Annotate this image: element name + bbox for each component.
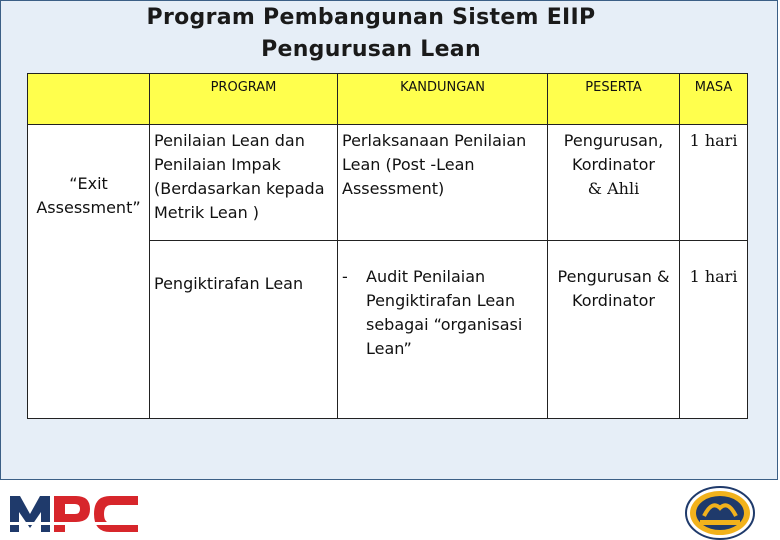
header-program: PROGRAM	[150, 74, 338, 125]
program-line: Penilaian Impak	[154, 155, 281, 174]
bullet-dash: -	[342, 267, 348, 286]
mpc-round-emblem-icon	[684, 486, 756, 540]
stage-label-cell	[28, 125, 150, 419]
program-line: (Berdasarkan kepada	[154, 179, 325, 198]
header-blank-cell	[28, 74, 150, 125]
slide-title-line-2: Pengurusan Lean	[261, 37, 481, 62]
kandungan-line: Lean (Post -Lean	[342, 155, 475, 174]
program-table	[27, 73, 748, 419]
peserta-line: Kordinator	[572, 155, 655, 174]
peserta-line: Pengurusan,	[563, 131, 664, 150]
peserta-line: & Ahli	[587, 179, 640, 198]
table-row	[28, 125, 748, 241]
kandungan-line: Lean”	[366, 339, 412, 358]
program-cell	[150, 241, 338, 419]
kandungan-line: Perlaksanaan Penilaian	[342, 131, 527, 150]
masa-value: 1 hari	[689, 267, 738, 286]
header-masa: MASA	[680, 74, 748, 125]
kandungan-bullet-item	[342, 265, 543, 361]
kandungan-cell	[338, 125, 548, 241]
stage-label-line: Assessment”	[36, 197, 141, 217]
header-kandungan: KANDUNGAN	[338, 74, 548, 125]
slide-title-line-1: Program Pembangunan Sistem EIIP	[146, 5, 596, 30]
kandungan-line: Assessment)	[342, 179, 445, 198]
program-line: Pengiktirafan Lean	[154, 273, 304, 293]
kandungan-line: Pengiktirafan Lean	[366, 291, 516, 310]
peserta-line: Kordinator	[572, 291, 655, 310]
header-peserta: PESERTA	[548, 74, 680, 125]
peserta-line: Pengurusan &	[557, 267, 670, 286]
program-line: Penilaian Lean dan	[154, 131, 305, 150]
program-line: Metrik Lean )	[154, 203, 260, 222]
mpc-logo-icon	[10, 492, 140, 534]
kandungan-cell	[338, 241, 548, 419]
peserta-cell	[548, 241, 680, 419]
kandungan-line: sebagai “organisasi	[366, 315, 523, 334]
peserta-cell	[548, 125, 680, 241]
table-header-row	[28, 74, 748, 125]
masa-cell: 1 hari	[680, 125, 748, 241]
masa-cell	[680, 241, 748, 419]
stage-label-line: “Exit	[69, 173, 108, 193]
program-cell	[150, 125, 338, 241]
kandungan-line: Audit Penilaian	[366, 267, 486, 286]
